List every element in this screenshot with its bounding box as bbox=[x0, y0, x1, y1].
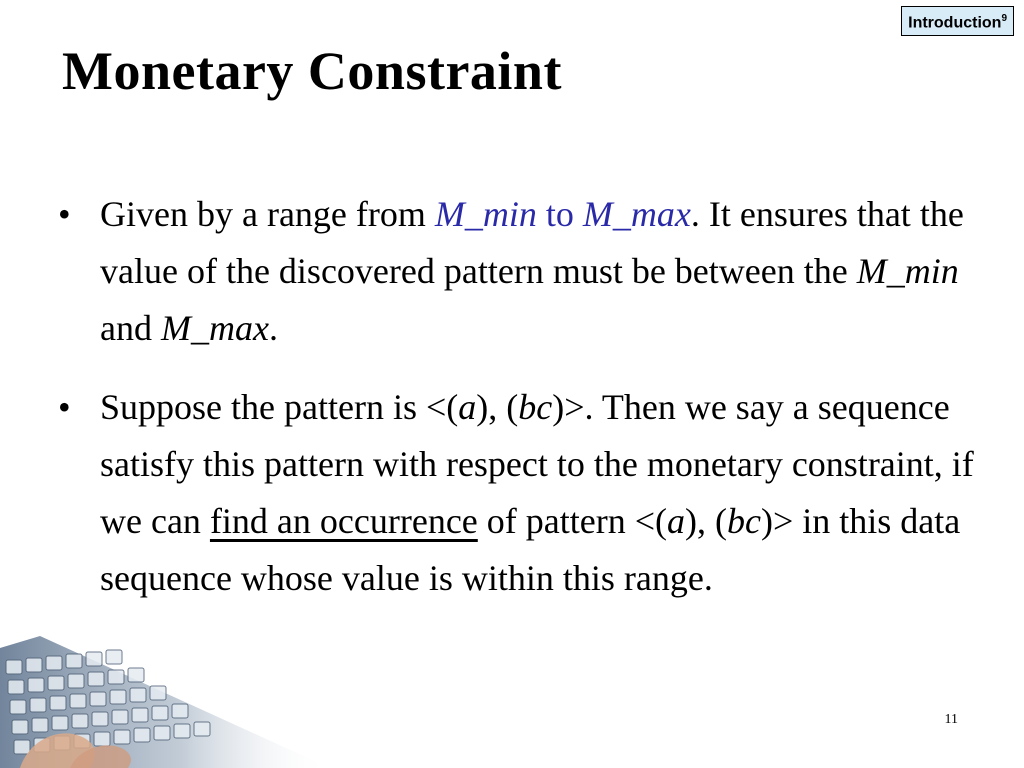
keyboard-photo-icon bbox=[0, 618, 330, 768]
b2-bc-2: bc bbox=[727, 501, 761, 541]
b2-text-4: of pattern <( bbox=[477, 501, 668, 541]
bullet-item-2 bbox=[58, 379, 978, 607]
b2-text-3: )>. Then we say a sequence satisfy this pattern with respect to the monetary constraint, if we can bbox=[100, 387, 974, 541]
page-number: 11 bbox=[944, 712, 958, 727]
section-tag-label: Introduction bbox=[908, 14, 1002, 32]
b2-text-2: ), ( bbox=[476, 387, 519, 427]
b2-text-5: ), ( bbox=[685, 501, 727, 541]
b2-a-2: a bbox=[667, 501, 686, 541]
find-occurrence-link[interactable]: find an occurrence bbox=[209, 501, 478, 541]
b1-m-min: M_min bbox=[434, 194, 537, 234]
bullet-dot-icon: • bbox=[58, 387, 71, 427]
b1-text-2: to bbox=[536, 194, 583, 234]
bullet-dot-icon: • bbox=[58, 194, 71, 234]
bullet-item-1 bbox=[58, 186, 978, 357]
section-tag-sup: 9 bbox=[1001, 13, 1007, 24]
b1-text-1: Given by a range from bbox=[100, 194, 435, 234]
b1-text-4: and bbox=[100, 308, 161, 348]
b1-m-max-2: M_max bbox=[160, 308, 269, 348]
b1-text-3: . It ensures that the value of the discovered pattern must be between the bbox=[100, 194, 964, 291]
b2-text-6: )> in this data sequence whose value is within this range. bbox=[100, 501, 961, 598]
b1-text-5: . bbox=[268, 308, 278, 348]
b1-m-max: M_max bbox=[582, 194, 691, 234]
b2-text-1: Suppose the pattern is <( bbox=[100, 387, 459, 427]
bullet-list bbox=[58, 186, 978, 629]
slide-title: Monetary Constraint bbox=[62, 41, 562, 101]
b2-bc-1: bc bbox=[518, 387, 553, 427]
b1-m-min-2: M_min bbox=[856, 251, 959, 291]
b2-a-1: a bbox=[458, 387, 477, 427]
section-tag bbox=[901, 6, 1014, 36]
